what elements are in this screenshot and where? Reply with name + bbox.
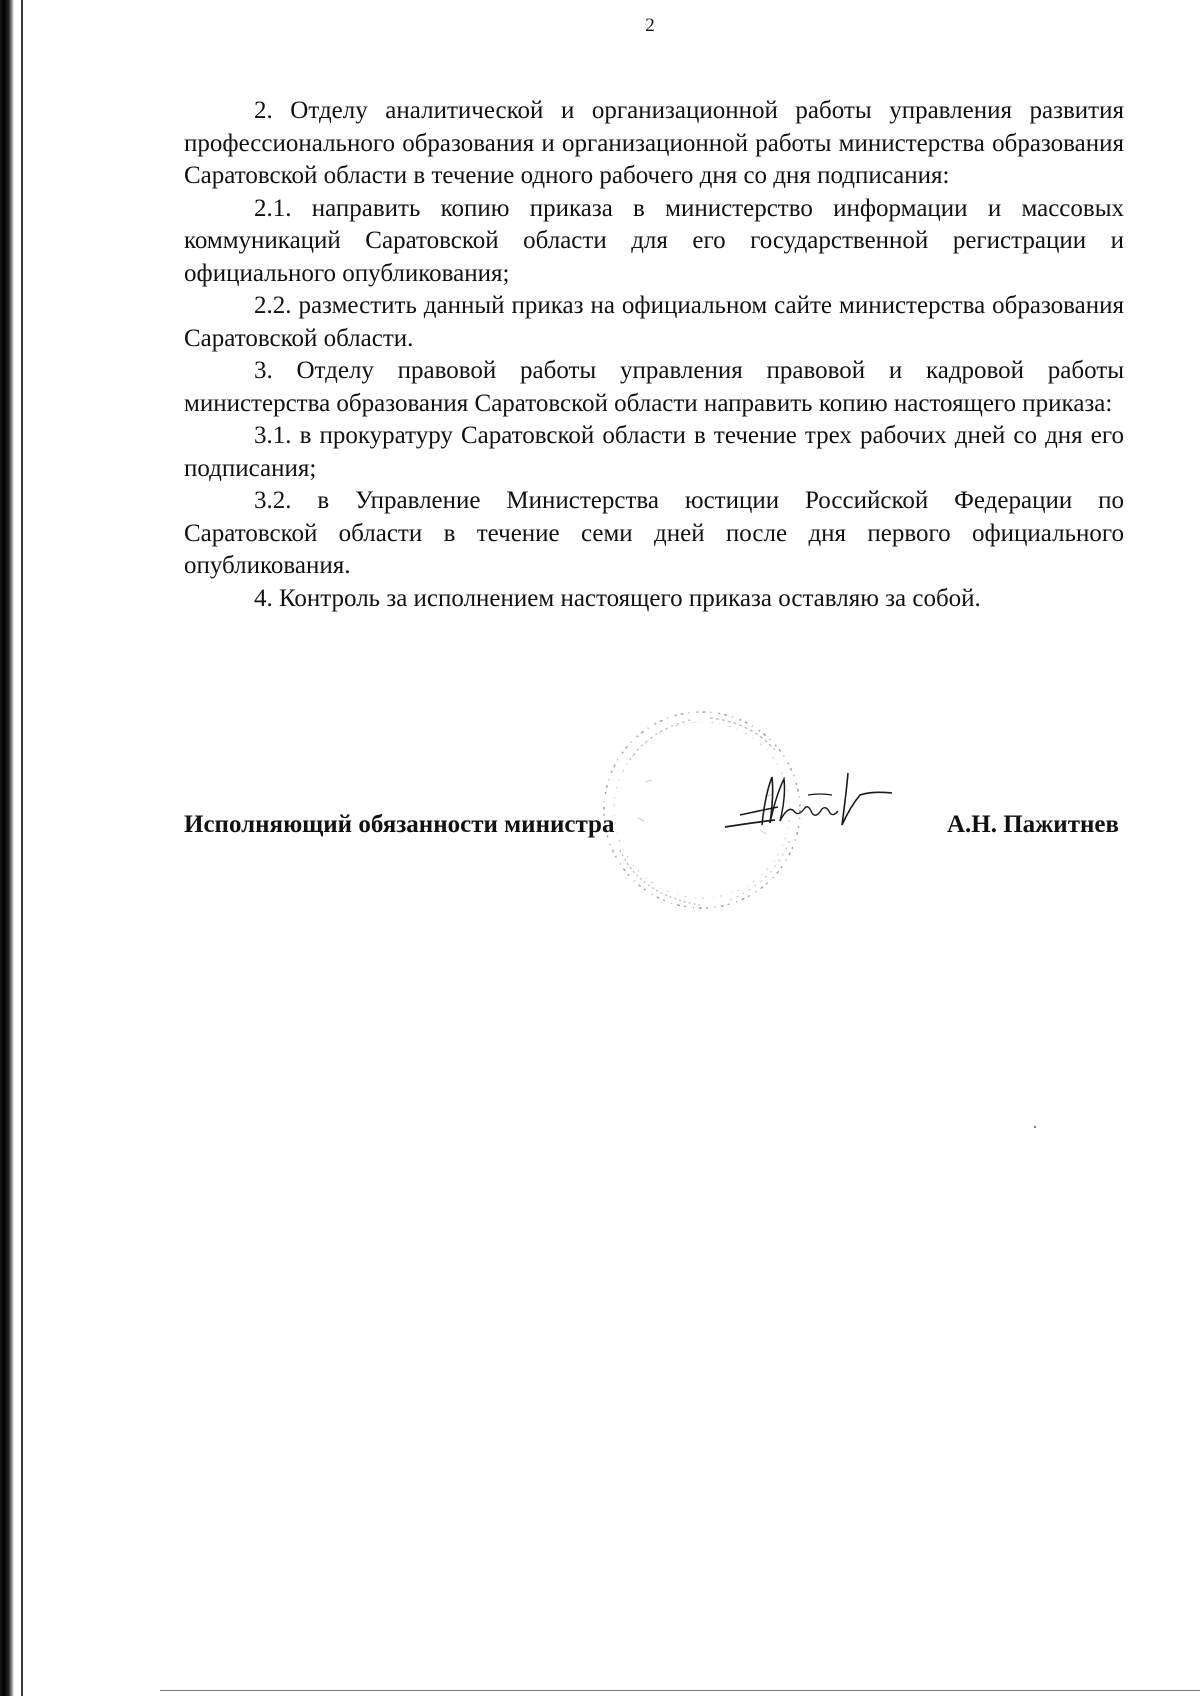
paragraph-4: 4. Контроль за исполнением настоящего приказа оставляю за собой. [254, 584, 981, 612]
document-body [184, 95, 1124, 615]
signatory-title: Исполняющий обязанности министра [184, 811, 615, 838]
scan-left-edge-line [21, 0, 23, 1696]
scan-speck [1034, 1126, 1036, 1128]
paragraph-2-2: 2.2. разместить данный приказ на официальном сайте министерства образования Саратовской области. [184, 292, 1124, 352]
signature-block [184, 805, 1119, 845]
page-number: 2 [645, 15, 655, 36]
paragraph-3: 3. Отделу правовой работы управления правовой и кадровой работы министерства образования Саратовской области направить копию настоящего приказа: [184, 357, 1124, 417]
signatory-name: А.Н. Пажитнев [946, 811, 1119, 838]
paragraph-2: 2. Отделу аналитической и организационной работы управления развития профессионального образования и организационной работы министерства образования Саратовской области в течение одного рабочего дня со дня подписания: [184, 97, 1124, 189]
scan-left-edge [0, 0, 14, 1696]
paragraph-3-1: 3.1. в прокуратуру Саратовской области в течение трех рабочих дней со дня его подписания; [184, 422, 1124, 482]
paragraph-2-1: 2.1. направить копию приказа в министерство информации и массовых коммуникаций Саратовской области для его государственной регистрации и официального опубликования; [184, 194, 1124, 287]
paragraph-3-2: 3.2. в Управление Министерства юстиции Российской Федерации по Саратовской области в течение семи дней после дня первого официального опубликования. [184, 487, 1124, 579]
scan-bottom-rule [160, 1690, 1200, 1691]
